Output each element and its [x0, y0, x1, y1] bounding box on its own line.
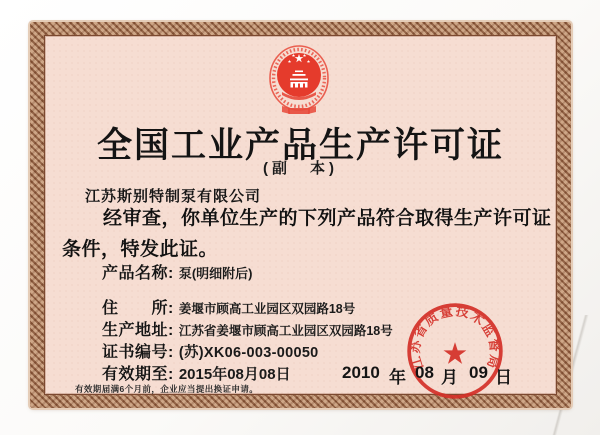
field-residence — [102, 295, 355, 318]
field-value: 泵(明细附后) — [178, 266, 253, 281]
certificate — [30, 22, 571, 408]
renewal-note: 有效期届满6个月前，企业应当提出换证申请。 — [75, 384, 259, 394]
statement-line1: 经审查，你单位生产的下列产品符合取得生产许可证 — [103, 208, 552, 229]
issue-day: 09 — [469, 363, 488, 382]
company-name: 江苏斯别特制泵有限公司 — [85, 188, 262, 205]
issue-month-unit: 月 — [441, 368, 458, 387]
svg-text:江苏省质量技术监督局 — [407, 303, 503, 372]
certificate-paper — [44, 35, 557, 395]
field-label: 有效期至: — [102, 366, 174, 383]
field-label: 产品名称: — [102, 265, 174, 282]
seal-text: 江苏省质量技术监督局 — [408, 303, 502, 372]
issue-year: 2010 — [342, 363, 380, 382]
statement-line2: 条件，特发此证。 — [62, 239, 219, 260]
national-emblem-icon — [268, 44, 330, 120]
issue-date — [45, 363, 556, 385]
field-product-name — [102, 260, 253, 283]
issue-day-unit: 日 — [495, 368, 512, 387]
issue-year-unit: 年 — [389, 368, 406, 387]
field-label: 生产地址: — [102, 322, 174, 339]
field-certificate-number — [102, 339, 319, 362]
field-value: (苏)XK06-003-00050 — [178, 345, 319, 361]
issue-month: 08 — [415, 363, 434, 382]
field-production-address — [102, 317, 393, 340]
field-value: 2015年08月08日 — [178, 366, 291, 383]
field-value: 江苏省姜堰市顾高工业园区双园路18号 — [178, 324, 393, 338]
certificate-title: 全国工业产品生产许可证 — [96, 126, 504, 165]
field-value: 姜堰市顾高工业园区双园路18号 — [178, 302, 356, 316]
certificate-subtitle: (副 本) — [263, 160, 338, 177]
field-label: 住 所: — [102, 300, 174, 317]
field-label: 证书编号: — [102, 344, 174, 361]
